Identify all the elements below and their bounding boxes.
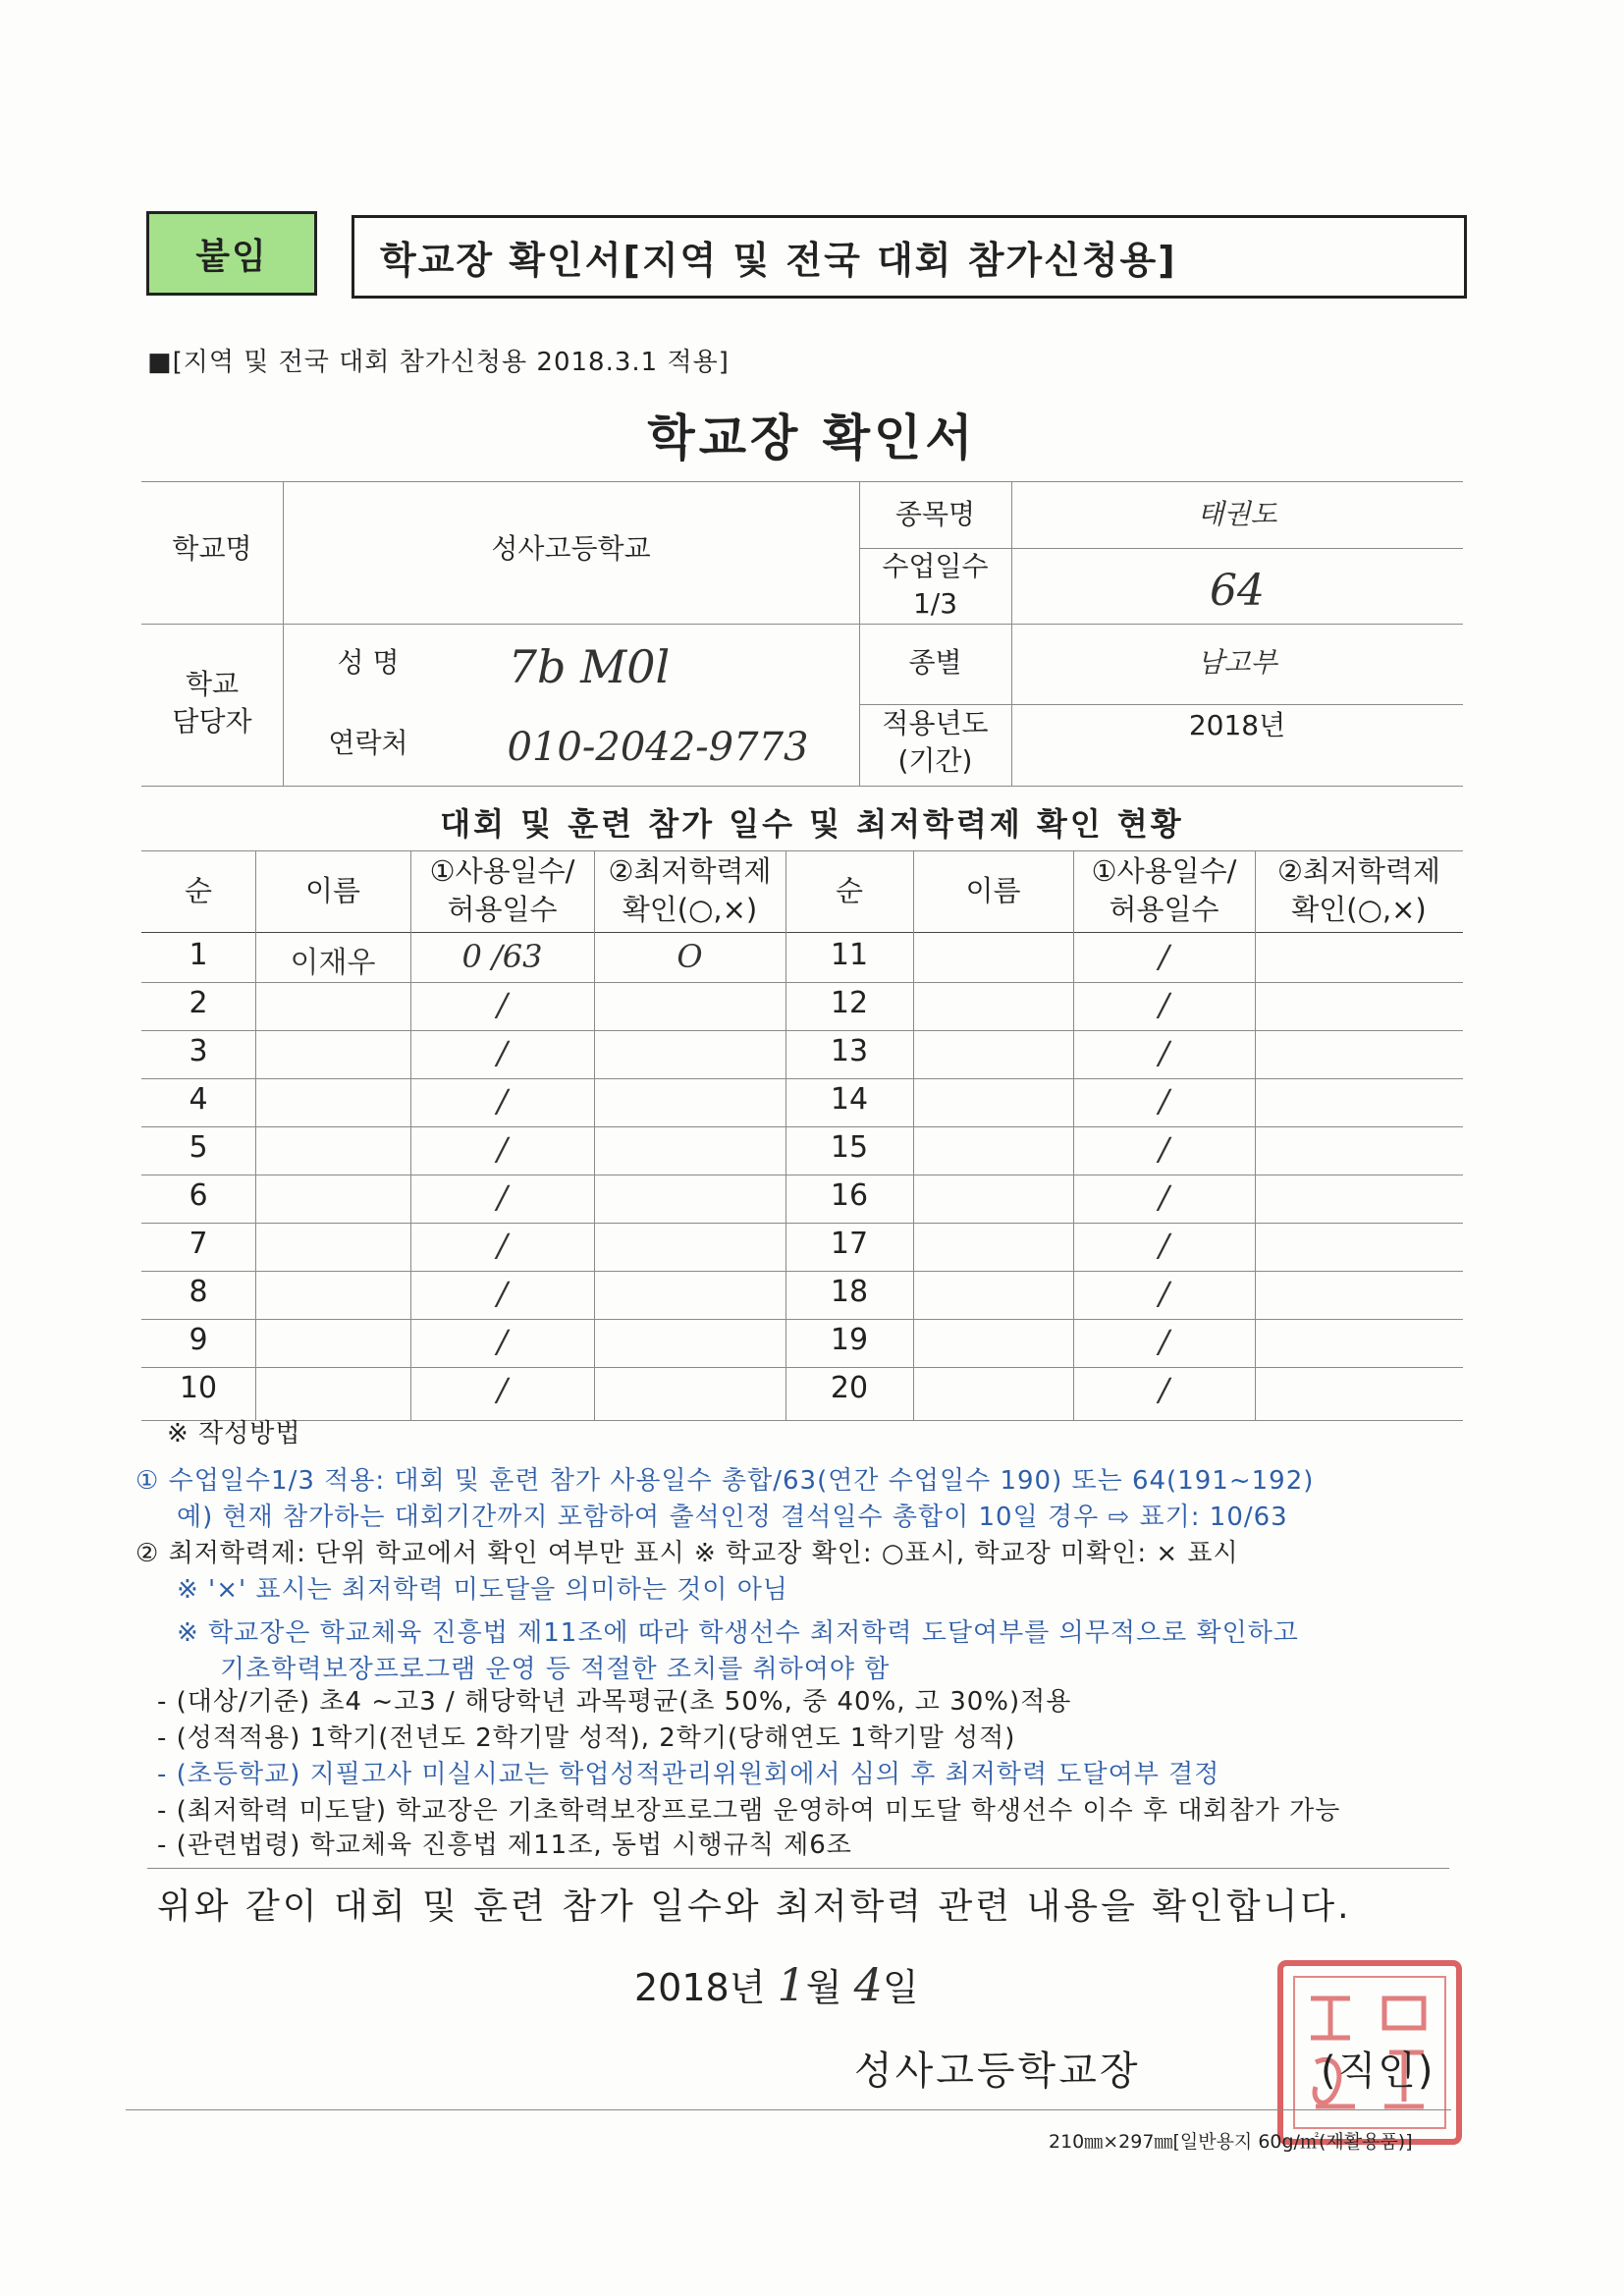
issue-date	[634, 1957, 919, 2011]
divider	[255, 850, 256, 1420]
row-used-days: /	[497, 1178, 508, 1216]
row-number: 12	[830, 986, 869, 1020]
manager-label	[141, 666, 283, 740]
row-number: 18	[830, 1275, 869, 1309]
header-check-line1: ②최저학력제	[1276, 854, 1441, 888]
row-number: 2	[189, 986, 208, 1020]
year-label	[859, 705, 1011, 780]
notes-heading: ※ 작성방법	[167, 1419, 301, 1449]
paper-spec-footer: 210㎜×297㎜[일반용지 60g/㎡(재활용품)]	[1049, 2131, 1413, 2153]
event-value: 태권도	[1197, 498, 1277, 530]
school-value: 성사고등학교	[491, 532, 651, 565]
bullet-1: - (대상/기준) 초4 ~고3 / 해당학년 과목평균(초 50%, 중 40%, 고 30%)적용	[157, 1687, 1072, 1717]
row-number: 15	[830, 1130, 869, 1165]
divider	[141, 1271, 1463, 1272]
divider	[141, 1126, 1463, 1127]
bullet-3: - (초등학교) 지필고사 미실시교는 학업성적관리위원회에서 심의 후 최저학력 도달여부 결정	[157, 1760, 1220, 1789]
header-used-line2: 허용일수	[447, 893, 558, 927]
divider	[141, 1420, 1463, 1421]
divider	[147, 1868, 1449, 1869]
header-used-line1: ①사용일수/	[429, 854, 575, 888]
divider	[141, 850, 1463, 851]
row-used-days: /	[1159, 1323, 1169, 1360]
row-used-days: /	[497, 986, 508, 1023]
divider	[141, 1367, 1463, 1368]
divider	[141, 932, 1463, 933]
event-label: 종목명	[894, 498, 976, 530]
divider	[913, 850, 914, 1420]
manager-label-line2: 담당자	[172, 704, 252, 738]
divider	[594, 850, 595, 1420]
divider	[283, 481, 284, 786]
row-used-days: /	[497, 1034, 508, 1071]
header-used	[410, 852, 594, 929]
header-check-line2: 확인(○,×)	[1291, 893, 1427, 927]
row-number: 17	[830, 1227, 869, 1261]
header-used-line1: ①사용일수/	[1091, 854, 1237, 888]
row-number: 11	[830, 938, 869, 972]
header-name: 이름	[304, 874, 361, 907]
category-value: 남고부	[1197, 646, 1277, 679]
row-used-days: /	[497, 1323, 508, 1360]
bullet-4: - (최저학력 미도달) 학교장은 기초학력보장프로그램 운영하여 미도달 학생선수 이수 후 대회참가 가능	[157, 1796, 1341, 1826]
row-number: 16	[830, 1178, 869, 1213]
header-check	[594, 852, 785, 929]
row-number: 4	[189, 1082, 208, 1117]
divider	[1255, 850, 1256, 1420]
header-check-line2: 확인(○,×)	[622, 893, 758, 927]
row-used-days: /	[1159, 986, 1169, 1023]
document-title: 학교장 확인서	[647, 410, 977, 466]
header-order: 순	[835, 874, 863, 907]
divider	[141, 786, 1463, 787]
row-number: 20	[830, 1371, 869, 1405]
row-used-days: /	[1159, 1178, 1169, 1216]
year-value: 2018년	[1188, 709, 1286, 741]
row-number: 1	[189, 938, 208, 972]
divider	[141, 1319, 1463, 1320]
manager-label-line1: 학교	[185, 668, 240, 700]
divider	[141, 1223, 1463, 1224]
row-used-days: /	[1159, 1034, 1169, 1071]
days-value: 64	[1210, 566, 1265, 616]
name-label: 성 명	[337, 646, 400, 679]
year-label-line1: 적용년도	[882, 707, 989, 739]
category-label: 종별	[908, 646, 962, 679]
bullet-5: - (관련법령) 학교체육 진흥법 제11조, 동법 시행규칙 제6조	[157, 1831, 852, 1860]
row-number: 6	[189, 1178, 208, 1213]
school-label: 학교명	[172, 532, 252, 565]
header-used-line2: 허용일수	[1109, 893, 1219, 927]
header-check-line1: ②최저학력제	[608, 854, 772, 888]
header-order: 순	[184, 874, 212, 907]
attachment-tag: 붙임	[146, 211, 317, 296]
row-used-days: /	[1159, 938, 1169, 975]
date-year: 2018년	[634, 1966, 766, 2009]
bullet-2: - (성적적용) 1학기(전년도 2학기말 성적), 2학기(당해연도 1학기말 성적)	[157, 1723, 1016, 1753]
note-2c: ※ 학교장은 학교체육 진흥법 제11조에 따라 학생선수 최저학력 도달여부를 의무적으로 확인하고	[177, 1618, 1299, 1648]
row-used-days: /	[497, 1275, 508, 1312]
divider	[126, 2109, 1451, 2110]
date-day-unit: 일	[882, 1966, 919, 2009]
header-title: 학교장 확인서[지역 및 전국 대회 참가신청용]	[352, 215, 1467, 299]
row-used-days: /	[1159, 1275, 1169, 1312]
row-check: O	[677, 938, 703, 975]
days-label-line1: 수업일수	[882, 550, 989, 582]
note-2d: 기초학력보장프로그램 운영 등 적절한 조치를 취하여야 함	[220, 1655, 891, 1684]
note-1a: ① 수업일수1/3 적용: 대회 및 훈련 참가 사용일수 총합/63(연간 수업일수 190) 또는 64(191~192)	[135, 1466, 1315, 1496]
row-used-days: /	[497, 1082, 508, 1120]
days-label-line2: 1/3	[912, 586, 958, 620]
divider	[141, 1030, 1463, 1031]
principal-name: 성사고등학교장	[854, 2049, 1141, 2094]
header-used	[1073, 852, 1255, 929]
row-number: 3	[189, 1034, 208, 1068]
row-number: 9	[189, 1323, 208, 1357]
row-used-days: /	[1159, 1130, 1169, 1168]
row-used-days: /	[497, 1227, 508, 1264]
divider	[141, 624, 1463, 625]
row-used-days: /	[1159, 1371, 1169, 1408]
row-number: 8	[189, 1275, 208, 1309]
row-used-days: /	[497, 1130, 508, 1168]
header-check	[1255, 852, 1463, 929]
row-number: 7	[189, 1227, 208, 1261]
note-1b: 예) 현재 참가하는 대회기간까지 포함하여 출석인정 결석일수 총합이 10일 경우 ⇨ 표기: 10/63	[177, 1503, 1288, 1532]
row-number: 5	[189, 1130, 208, 1165]
contact-value: 010-2042-9773	[507, 725, 809, 770]
contact-label: 연락처	[328, 727, 408, 759]
row-used-days: 0 /63	[461, 938, 543, 975]
date-day: 4	[853, 1958, 883, 2011]
row-number: 13	[830, 1034, 869, 1068]
divider	[141, 982, 1463, 983]
year-label-line2: (기간)	[897, 743, 973, 777]
row-number: 19	[830, 1323, 869, 1357]
note-2b: ※ '×' 표시는 최저학력 미도달을 의미하는 것이 아님	[177, 1575, 788, 1605]
row-used-days: /	[497, 1371, 508, 1408]
date-month: 1	[777, 1958, 806, 2011]
seal-label: (직인)	[1321, 2049, 1435, 2094]
header-name: 이름	[965, 874, 1021, 907]
note-2a: ② 최저학력제: 단위 학교에서 확인 여부만 표시 ※ 학교장 확인: ○표시, 학교장 미확인: × 표시	[135, 1539, 1239, 1568]
row-number: 14	[830, 1082, 869, 1117]
row-used-days: /	[1159, 1082, 1169, 1120]
section-title: 대회 및 훈련 참가 일수 및 최저학력제 확인 현황	[440, 805, 1184, 843]
row-name: 이재우	[290, 946, 376, 980]
name-value: 7b M0l	[508, 640, 671, 693]
notice-text: ■[지역 및 전국 대회 참가신청용 2018.3.1 적용]	[147, 348, 730, 377]
row-number: 10	[179, 1371, 218, 1405]
closing-statement: 위와 같이 대회 및 훈련 참가 일수와 최저학력 관련 내용을 확인합니다.	[157, 1886, 1352, 1927]
days-label	[859, 548, 1011, 623]
row-used-days: /	[1159, 1227, 1169, 1264]
divider	[141, 1078, 1463, 1079]
divider	[141, 481, 1463, 482]
date-month-unit: 월	[805, 1966, 842, 2009]
